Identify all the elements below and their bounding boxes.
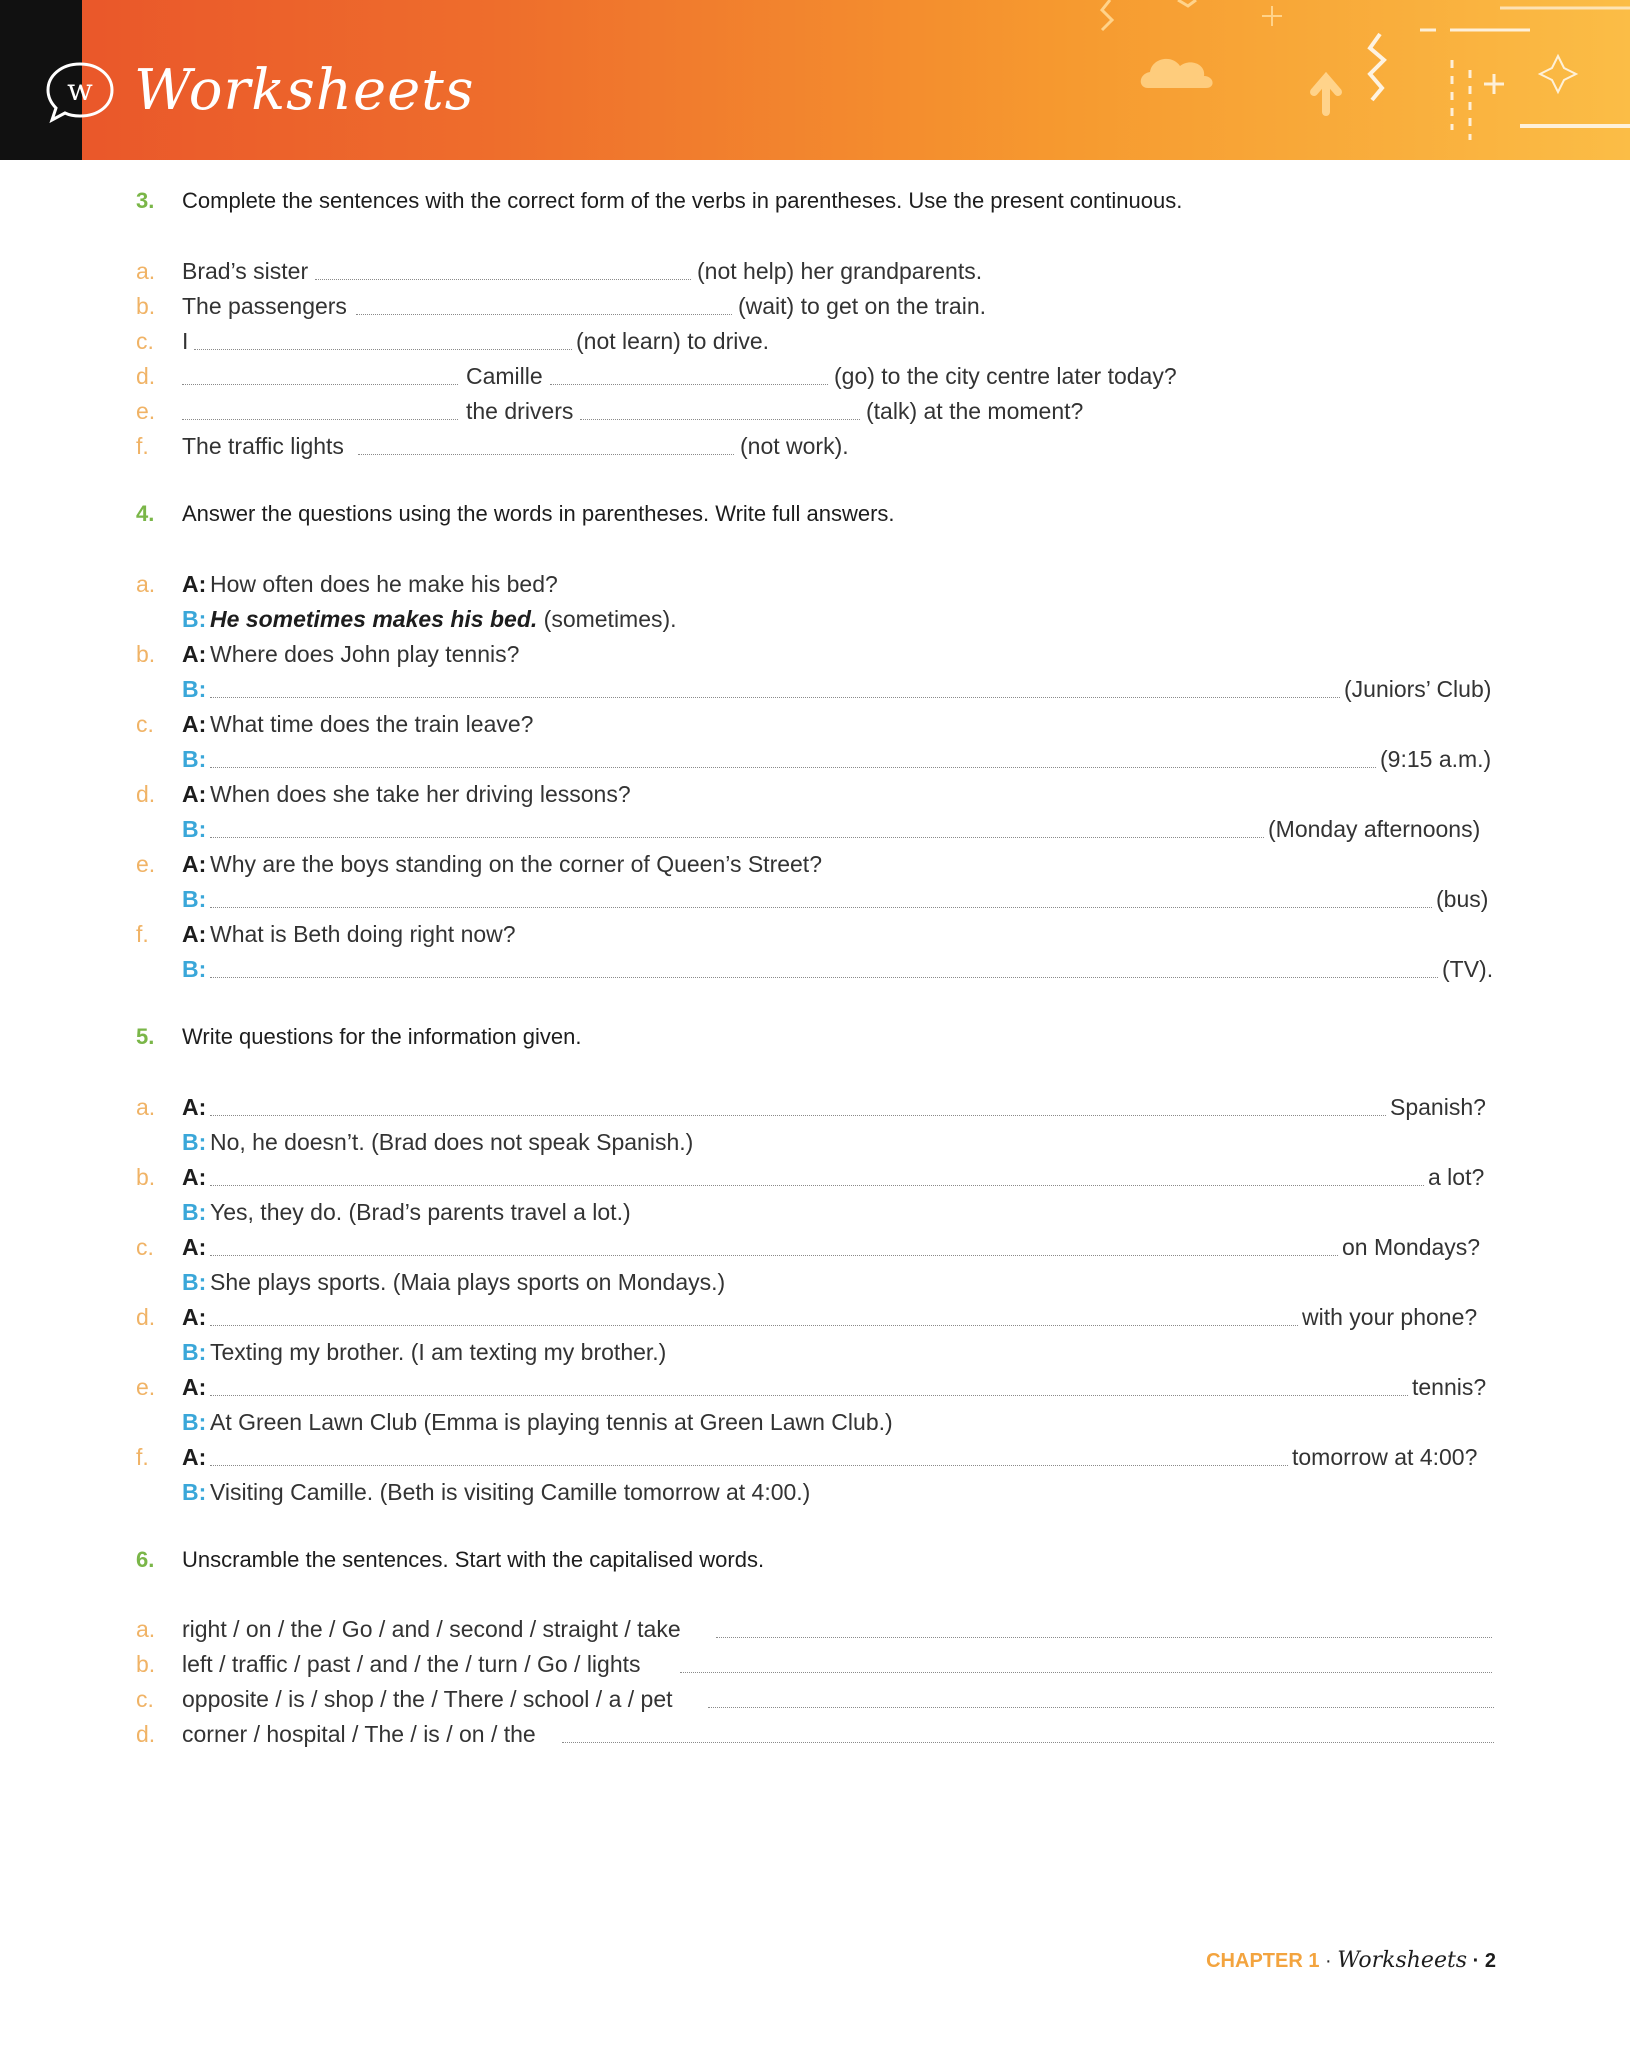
answer-blank[interactable]	[210, 767, 1376, 768]
question-text: What is Beth doing right now?	[210, 921, 516, 947]
ex3-item	[0, 361, 1630, 391]
ex3-item	[0, 396, 1630, 426]
speaker-a-label: A:	[182, 1444, 207, 1470]
item-letter: f.	[136, 921, 149, 947]
ex4-question-row	[0, 639, 1630, 669]
answer-blank[interactable]	[210, 697, 1340, 698]
ex4-answer-row	[0, 744, 1630, 774]
speaker-a-label: A:	[182, 1304, 207, 1330]
question-text: What time does the train leave?	[210, 711, 534, 737]
question-text: When does she take her driving lessons?	[210, 781, 631, 807]
exercise-number: 4.	[136, 501, 155, 526]
answer-blank[interactable]	[182, 384, 458, 385]
question-blank[interactable]	[210, 1255, 1338, 1256]
question-ending: Spanish?	[1390, 1094, 1486, 1120]
answer-blank[interactable]	[356, 314, 732, 315]
item-letter: a.	[136, 1616, 156, 1642]
item-letter: d.	[136, 1304, 156, 1330]
speaker-a-label: A:	[182, 1234, 207, 1260]
speaker-a-label: A:	[182, 1164, 207, 1190]
header-decoration-icon	[1080, 0, 1630, 160]
ex4-answer-row	[0, 954, 1630, 984]
ex5-question-row	[0, 1232, 1630, 1262]
answer-blank[interactable]	[194, 349, 572, 350]
item-letter: e.	[136, 851, 156, 877]
answer-blank[interactable]	[315, 279, 691, 280]
answer-hint: (TV).	[1442, 956, 1494, 982]
answer-blank[interactable]	[708, 1707, 1494, 1708]
item-letter: c.	[136, 1686, 154, 1712]
question-ending: on Mondays?	[1342, 1234, 1481, 1260]
question-blank[interactable]	[210, 1395, 1408, 1396]
speaker-a-label: A:	[182, 1374, 207, 1400]
ex3-item	[0, 291, 1630, 321]
ex4-question-row	[0, 709, 1630, 739]
speaker-b-label: B:	[182, 676, 207, 702]
scrambled-words: left / traffic / past / and / the / turn / Go / lights	[182, 1651, 641, 1677]
ex5-answer-row	[0, 1267, 1630, 1297]
speaker-b-label: B:	[182, 606, 207, 632]
given-answer: Yes, they do. (Brad’s parents travel a lot.)	[210, 1199, 631, 1225]
given-answer: Texting my brother. (I am texting my brother.)	[210, 1339, 667, 1365]
page-number: · 2	[1467, 1950, 1496, 1972]
answer-hint: (9:15 a.m.)	[1380, 746, 1492, 772]
speaker-b-label: B:	[182, 1339, 207, 1365]
exercise-number: 5.	[136, 1024, 155, 1049]
item-letter: a.	[136, 1094, 156, 1120]
exercise-instruction: Complete the sentences with the correct form of the verbs in parentheses. Use the present continuous.	[182, 188, 1183, 213]
sentence-middle: Camille	[466, 363, 543, 389]
exercise-instruction: Answer the questions using the words in parentheses. Write full answers.	[182, 501, 895, 526]
speaker-b-label: B:	[182, 886, 207, 912]
speaker-b-label: B:	[182, 816, 207, 842]
svg-text:w: w	[67, 73, 93, 108]
answer-blank[interactable]	[680, 1672, 1492, 1673]
answer-blank[interactable]	[210, 907, 1432, 908]
ex5-answer-row	[0, 1337, 1630, 1367]
speaker-b-label: B:	[182, 956, 207, 982]
question-blank[interactable]	[210, 1185, 1424, 1186]
speaker-a-label: A:	[182, 571, 207, 597]
scrambled-words: right / on / the / Go / and / second / straight / take	[182, 1616, 681, 1642]
speaker-b-label: B:	[182, 1199, 207, 1225]
question-text: Why are the boys standing on the corner of Queen’s Street?	[210, 851, 822, 877]
ex4-answer-row	[0, 674, 1630, 704]
given-answer: Visiting Camille. (Beth is visiting Camille tomorrow at 4:00.)	[210, 1479, 811, 1505]
ex5-answer-row	[0, 1407, 1630, 1437]
example-answer-text: He sometimes makes his bed.	[210, 606, 538, 632]
ex3-item	[0, 431, 1630, 461]
item-letter: a.	[136, 571, 156, 597]
chapter-label: CHAPTER 1	[1206, 1950, 1320, 1972]
sentence-start: Brad’s sister	[182, 258, 309, 284]
ex4-question-row	[0, 779, 1630, 809]
answer-blank[interactable]	[210, 837, 1264, 838]
sentence-start: The traffic lights	[182, 433, 344, 459]
given-answer: She plays sports. (Maia plays sports on Mondays.)	[210, 1269, 726, 1295]
ex6-item	[0, 1649, 1630, 1679]
question-ending: a lot?	[1428, 1164, 1485, 1190]
ex5-answer-row	[0, 1127, 1630, 1157]
item-letter: c.	[136, 1234, 154, 1260]
exercise-instruction: Write questions for the information given.	[182, 1024, 582, 1049]
exercise-number: 6.	[136, 1547, 155, 1572]
ex6-item	[0, 1684, 1630, 1714]
answer-blank[interactable]	[182, 419, 458, 420]
ex6-item	[0, 1614, 1630, 1644]
ex3-item	[0, 326, 1630, 356]
sentence-end: (wait) to get on the train.	[738, 293, 987, 319]
sentence-start: I	[182, 328, 189, 354]
ex5-question-row	[0, 1372, 1630, 1402]
item-letter: c.	[136, 328, 154, 354]
ex5-question-row	[0, 1442, 1630, 1472]
item-letter: e.	[136, 1374, 156, 1400]
item-letter: c.	[136, 711, 154, 737]
sentence-end: (not work).	[740, 433, 849, 459]
ex5-question-row	[0, 1162, 1630, 1192]
example-hint: (sometimes).	[543, 606, 677, 632]
scrambled-words: corner / hospital / The / is / on / the	[182, 1721, 536, 1747]
sentence-end: (not learn) to drive.	[576, 328, 770, 354]
sentence-end: (talk) at the moment?	[866, 398, 1084, 424]
footer-worksheets: Worksheets	[1337, 1948, 1468, 1973]
question-ending: tennis?	[1412, 1374, 1487, 1400]
item-letter: a.	[136, 258, 156, 284]
speaker-a-label: A:	[182, 781, 207, 807]
ex4-example-answer-row	[0, 604, 1630, 634]
item-letter: b.	[136, 1651, 156, 1677]
answer-blank[interactable]	[716, 1637, 1492, 1638]
answer-blank[interactable]	[562, 1742, 1494, 1743]
ex4-answer-row	[0, 814, 1630, 844]
scrambled-words: opposite / is / shop / the / There / school / a / pet	[182, 1686, 673, 1712]
ex4-answer-row	[0, 884, 1630, 914]
ex5-question-row	[0, 1092, 1630, 1122]
header-title: Worksheets	[134, 58, 475, 123]
ex5-question-row	[0, 1302, 1630, 1332]
speaker-a-label: A:	[182, 1094, 207, 1120]
speaker-b-label: B:	[182, 1479, 207, 1505]
speaker-b-label: B:	[182, 1269, 207, 1295]
example-answer	[210, 604, 677, 634]
page-header	[0, 0, 1630, 160]
answer-hint: (bus)	[1436, 886, 1489, 912]
ex4-question-row	[0, 919, 1630, 949]
speaker-a-label: A:	[182, 921, 207, 947]
question-blank[interactable]	[210, 1115, 1386, 1116]
worksheets-logo-icon	[44, 60, 116, 124]
footer-separator: ·	[1319, 1950, 1338, 1972]
question-ending: tomorrow at 4:00?	[1292, 1444, 1478, 1470]
sentence-end: (not help) her grandparents.	[697, 258, 983, 284]
ex4-question-row	[0, 849, 1630, 879]
ex5-answer-row	[0, 1477, 1630, 1507]
speaker-a-label: A:	[182, 851, 207, 877]
speaker-a-label: A:	[182, 711, 207, 737]
sentence-end: (go) to the city centre later today?	[834, 363, 1177, 389]
ex6-item	[0, 1719, 1630, 1749]
question-blank[interactable]	[210, 1325, 1298, 1326]
question-ending: with your phone?	[1302, 1304, 1478, 1330]
answer-blank[interactable]	[358, 454, 734, 455]
item-letter: f.	[136, 433, 149, 459]
item-letter: d.	[136, 363, 156, 389]
item-letter: f.	[136, 1444, 149, 1470]
answer-hint: (Juniors’ Club)	[1344, 676, 1492, 702]
exercise-number: 3.	[136, 188, 155, 213]
answer-hint: (Monday afternoons)	[1268, 816, 1481, 842]
given-answer: At Green Lawn Club (Emma is playing tennis at Green Lawn Club.)	[210, 1409, 893, 1435]
item-letter: b.	[136, 641, 156, 667]
sentence-start: The passengers	[182, 293, 347, 319]
exercise-instruction: Unscramble the sentences. Start with the capitalised words.	[182, 1547, 765, 1572]
answer-blank[interactable]	[580, 419, 860, 420]
item-letter: b.	[136, 1164, 156, 1190]
ex5-answer-row	[0, 1197, 1630, 1227]
answer-blank[interactable]	[550, 384, 828, 385]
ex3-item	[0, 256, 1630, 286]
speaker-b-label: B:	[182, 1129, 207, 1155]
speaker-a-label: A:	[182, 641, 207, 667]
item-letter: e.	[136, 398, 156, 424]
question-text: Where does John play tennis?	[210, 641, 520, 667]
question-text: How often does he make his bed?	[210, 571, 558, 597]
sentence-middle: the drivers	[466, 398, 574, 424]
item-letter: d.	[136, 1721, 156, 1747]
ex4-question-row	[0, 569, 1630, 599]
speaker-b-label: B:	[182, 746, 207, 772]
question-blank[interactable]	[210, 1465, 1288, 1466]
speaker-b-label: B:	[182, 1409, 207, 1435]
given-answer: No, he doesn’t. (Brad does not speak Spanish.)	[210, 1129, 694, 1155]
page-footer	[1206, 1948, 1496, 1973]
item-letter: b.	[136, 293, 156, 319]
answer-blank[interactable]	[210, 977, 1438, 978]
item-letter: d.	[136, 781, 156, 807]
